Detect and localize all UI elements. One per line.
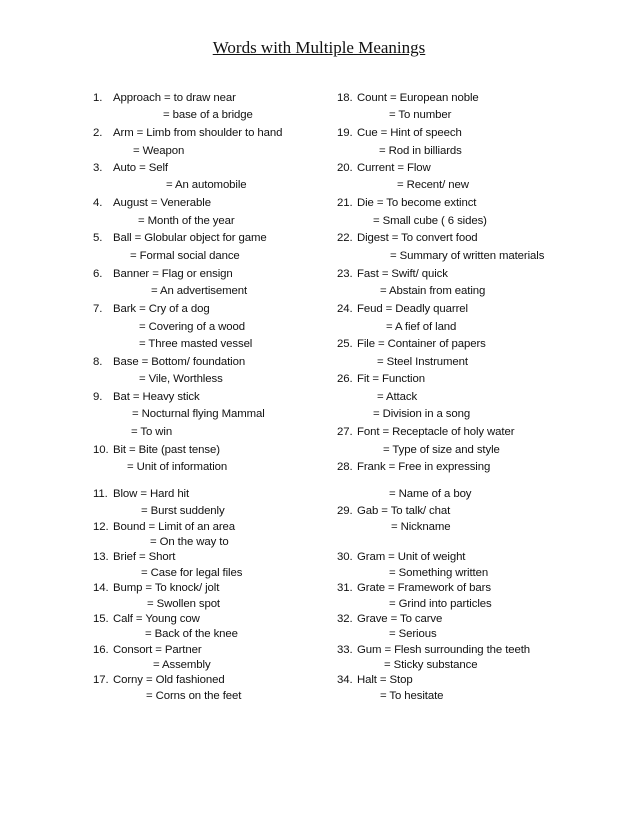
item-number: 2. bbox=[93, 127, 103, 139]
item-number: 14. bbox=[93, 582, 109, 594]
item-text: = Division in a song bbox=[373, 408, 471, 420]
item-text: Arm = Limb from shoulder to hand bbox=[113, 127, 283, 139]
item-text: Digest = To convert food bbox=[357, 232, 478, 244]
item-number: 19. bbox=[337, 127, 353, 139]
item-number: 9. bbox=[93, 391, 103, 403]
item-number: 15. bbox=[93, 613, 109, 625]
item-text: Base = Bottom/ foundation bbox=[113, 356, 246, 368]
item-text: Brief = Short bbox=[113, 551, 176, 563]
item-text: = Back of the knee bbox=[145, 628, 238, 640]
item-text: Consort = Partner bbox=[113, 644, 202, 656]
item-text: Fit = Function bbox=[357, 373, 425, 385]
item-text: Feud = Deadly quarrel bbox=[357, 303, 468, 315]
item-text: = To number bbox=[389, 109, 452, 121]
item-text: = An automobile bbox=[166, 179, 247, 191]
item-text: = Serious bbox=[389, 628, 437, 640]
item-text: Bound = Limit of an area bbox=[113, 521, 236, 533]
item-number: 7. bbox=[93, 303, 103, 315]
item-text: Auto = Self bbox=[113, 162, 168, 174]
item-text: Halt = Stop bbox=[357, 674, 413, 686]
item-number: 26. bbox=[337, 373, 353, 385]
item-number: 1. bbox=[93, 92, 103, 104]
item-text: Fast = Swift/ quick bbox=[357, 268, 448, 280]
item-number: 4. bbox=[93, 197, 103, 209]
item-text: = Sticky substance bbox=[384, 659, 478, 671]
item-text: = Assembly bbox=[153, 659, 211, 671]
item-text: Corny = Old fashioned bbox=[113, 674, 225, 686]
item-text: August = Venerable bbox=[113, 197, 211, 209]
item-text: = Month of the year bbox=[138, 215, 235, 227]
item-number: 20. bbox=[337, 162, 353, 174]
item-number: 5. bbox=[93, 232, 103, 244]
item-text: Ball = Globular object for game bbox=[113, 232, 267, 244]
item-text: = Grind into particles bbox=[389, 598, 492, 610]
item-number: 8. bbox=[93, 356, 103, 368]
item-number: 32. bbox=[337, 613, 353, 625]
item-text: File = Container of papers bbox=[357, 338, 486, 350]
item-text: = An advertisement bbox=[151, 285, 248, 297]
item-number: 33. bbox=[337, 644, 353, 656]
item-text: = Steel Instrument bbox=[377, 356, 468, 368]
item-text: = Abstain from eating bbox=[380, 285, 486, 297]
item-text: = Weapon bbox=[133, 145, 185, 157]
item-text: = Name of a boy bbox=[389, 488, 472, 500]
item-text: = Recent/ new bbox=[397, 179, 469, 191]
item-text: Bat = Heavy stick bbox=[113, 391, 200, 403]
item-number: 27. bbox=[337, 426, 353, 438]
item-number: 17. bbox=[93, 674, 109, 686]
item-text: Count = European noble bbox=[357, 92, 479, 104]
item-text: = Case for legal files bbox=[141, 567, 243, 579]
item-number: 21. bbox=[337, 197, 353, 209]
item-number: 18. bbox=[337, 92, 353, 104]
item-text: = Nickname bbox=[391, 521, 451, 533]
item-number: 22. bbox=[337, 232, 353, 244]
item-text: = A fief of land bbox=[386, 321, 457, 333]
item-text: = Summary of written materials bbox=[390, 250, 545, 262]
item-number: 25. bbox=[337, 338, 353, 350]
item-text: Gum = Flesh surrounding the teeth bbox=[357, 644, 531, 656]
item-text: Gram = Unit of weight bbox=[357, 551, 466, 563]
item-text: = Nocturnal flying Mammal bbox=[132, 408, 265, 420]
item-text: = Covering of a wood bbox=[139, 321, 245, 333]
item-text: = Rod in billiards bbox=[379, 145, 462, 157]
item-number: 12. bbox=[93, 521, 109, 533]
item-text: Calf = Young cow bbox=[113, 613, 200, 625]
item-text: Cue = Hint of speech bbox=[357, 127, 462, 139]
item-number: 3. bbox=[93, 162, 103, 174]
item-text: = Type of size and style bbox=[383, 444, 500, 456]
item-text: = Corns on the feet bbox=[146, 690, 242, 702]
item-number: 13. bbox=[93, 551, 109, 563]
item-text: = To hesitate bbox=[380, 690, 444, 702]
item-text: = base of a bridge bbox=[163, 109, 253, 121]
item-text: Bit = Bite (past tense) bbox=[113, 444, 220, 456]
page-title: Words with Multiple Meanings bbox=[212, 38, 426, 57]
item-number: 34. bbox=[337, 674, 353, 686]
item-text: = Three masted vessel bbox=[139, 338, 253, 350]
item-text: = Attack bbox=[377, 391, 418, 403]
item-text: = To win bbox=[131, 426, 173, 438]
item-number: 28. bbox=[337, 461, 353, 473]
item-text: Blow = Hard hit bbox=[113, 488, 190, 500]
item-number: 31. bbox=[337, 582, 353, 594]
item-text: Grate = Framework of bars bbox=[357, 582, 491, 594]
item-number: 24. bbox=[337, 303, 353, 315]
item-number: 16. bbox=[93, 644, 109, 656]
item-text: Font = Receptacle of holy water bbox=[357, 426, 515, 438]
item-text: Approach = to draw near bbox=[113, 92, 236, 104]
item-text: = Unit of information bbox=[127, 461, 228, 473]
item-text: Die = To become extinct bbox=[357, 197, 477, 209]
item-text: = Small cube ( 6 sides) bbox=[373, 215, 487, 227]
item-text: = Burst suddenly bbox=[141, 505, 225, 517]
item-text: = Swollen spot bbox=[147, 598, 221, 610]
item-number: 23. bbox=[337, 268, 353, 280]
item-text: Current = Flow bbox=[357, 162, 431, 174]
item-number: 10. bbox=[93, 444, 109, 456]
item-text: Banner = Flag or ensign bbox=[113, 268, 233, 280]
item-text: Bark = Cry of a dog bbox=[113, 303, 210, 315]
item-number: 11. bbox=[93, 488, 108, 500]
item-text: Grave = To carve bbox=[357, 613, 443, 625]
item-number: 29. bbox=[337, 505, 353, 517]
item-number: 6. bbox=[93, 268, 103, 280]
item-text: Frank = Free in expressing bbox=[357, 461, 491, 473]
item-text: = Something written bbox=[389, 567, 489, 579]
item-text: Bump = To knock/ jolt bbox=[113, 582, 220, 594]
item-text: = Formal social dance bbox=[130, 250, 240, 262]
item-number: 30. bbox=[337, 551, 353, 563]
item-text: Gab = To talk/ chat bbox=[357, 505, 451, 517]
item-text: = On the way to bbox=[150, 536, 229, 548]
item-text: = Vile, Worthless bbox=[139, 373, 223, 385]
